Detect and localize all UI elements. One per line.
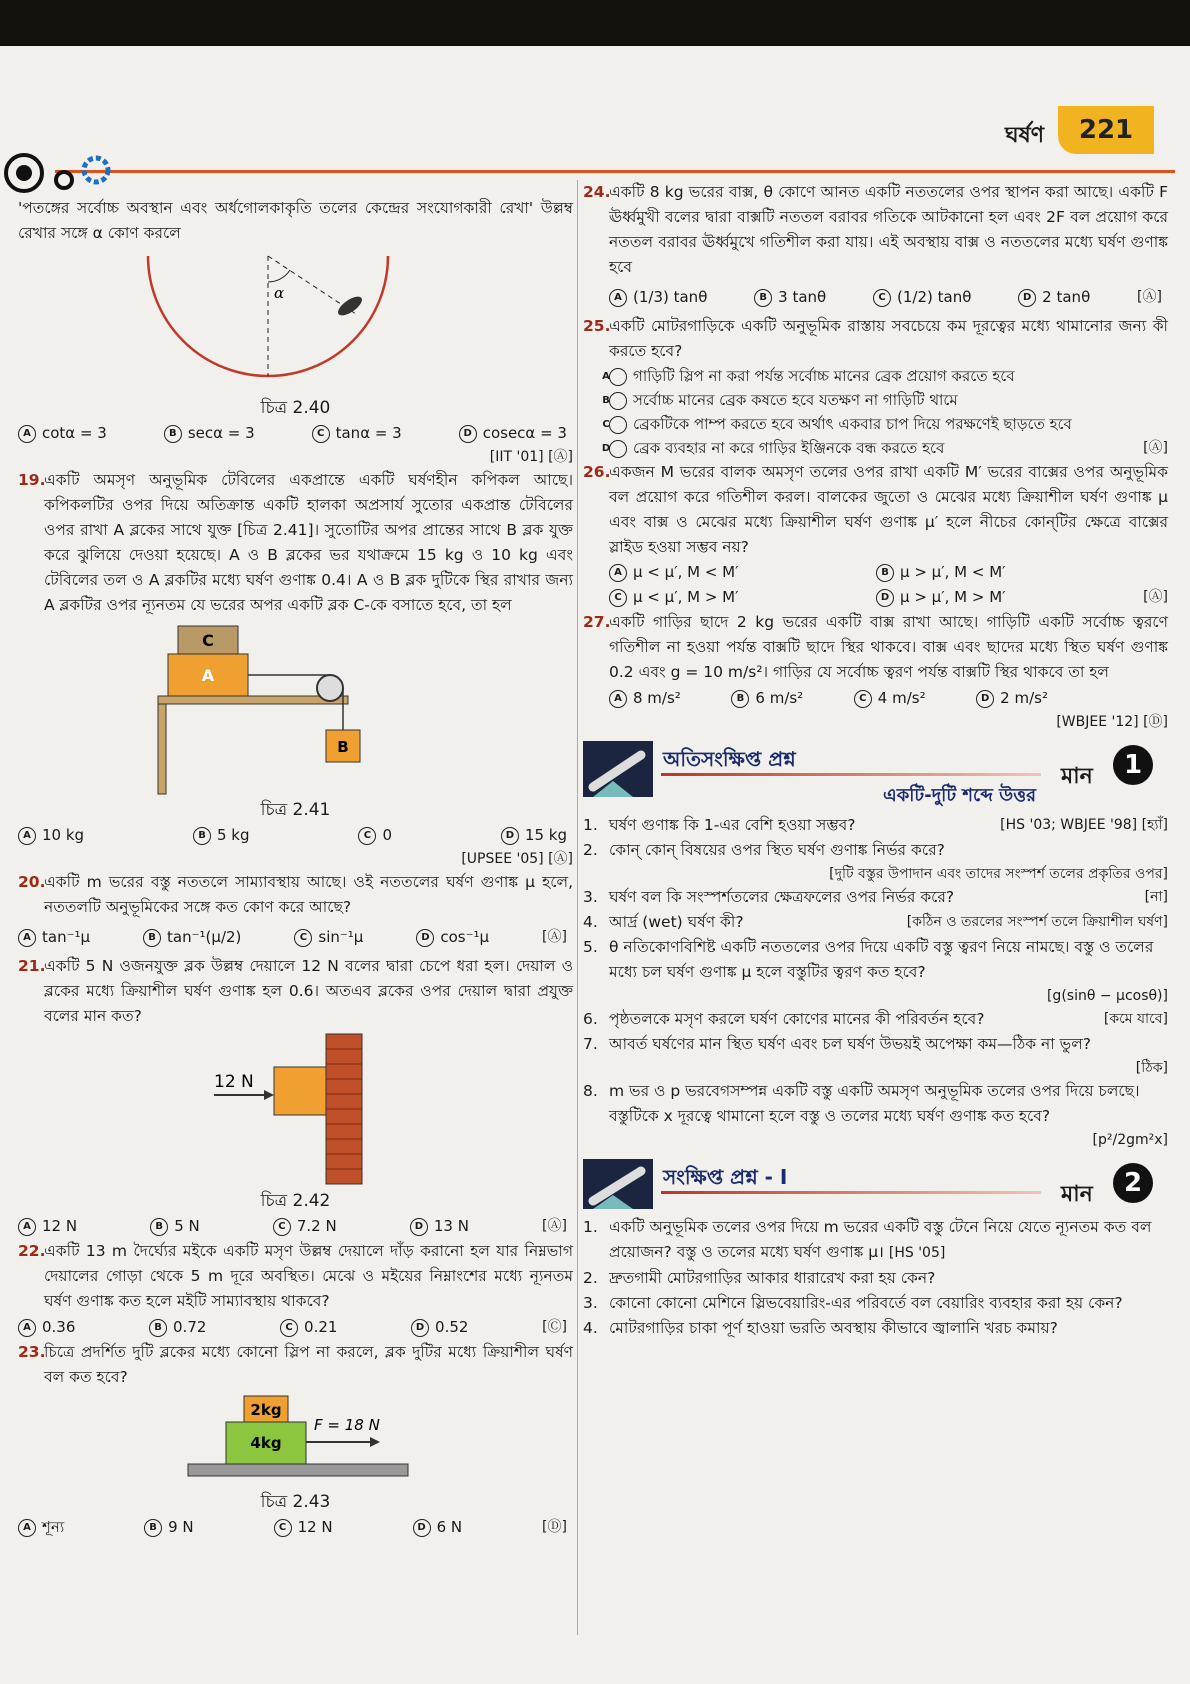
option-b: B μ > μ′, M < M′: [876, 560, 1143, 585]
q21-answer: [Ⓐ]: [542, 1218, 567, 1234]
question-20: 20. একটি m ভরের বস্তু নততলে সাম্যাবস্থায় আছে। ওই নততলের ঘর্ষণ গুণাঙ্ক μ হলে, নততলটি অনুভূমিকের সঙ্গে কত কোণ করে আছে?: [18, 873, 573, 916]
column-divider: [577, 180, 578, 1635]
section-1-mark: 1: [1113, 745, 1153, 785]
figure-2-41: [18, 618, 573, 798]
option-c: C 12 N: [274, 1514, 333, 1540]
option-a: A 8 m/s²: [609, 685, 681, 711]
option-d: D cos⁻¹μ: [416, 920, 489, 954]
q24-options: [583, 280, 1168, 314]
option-a: A μ < μ′, M < M′: [609, 560, 876, 585]
option-c: C ব্রেকটিকে পাম্প করতে হবে অর্থাৎ একবার চাপ দিয়ে পরক্ষণেই ছাড়তে হবে: [602, 415, 1072, 433]
chapter-title: ঘর্ষণ: [1005, 123, 1045, 148]
figure-2-42: [18, 1029, 573, 1189]
question-24: 24. একটি 8 kg ভরের বাক্স, θ কোণে আনত একটি নততলের ওপর স্থাপন করা আছে। একটি F ঊর্ধ্বমুখী বলের দ্বারা বাক্সটি নততল বরাবর গতিকে আটকানো হল এবং 2F বল প্রয়োগ করে নততল বরাবর ঊর্ধ্বমুখে গতিশীল করা যায়। এই অবস্থায় বাক্স ও নততলের মধ্যে ঘর্ষণ গুণাঙ্ক হবে: [583, 183, 1168, 276]
option-a: A cotα = 3: [18, 420, 107, 446]
q23-answer: [Ⓓ]: [542, 1519, 567, 1535]
option-d: D μ > μ′, M > M′: [876, 585, 1143, 610]
question-19: 19. একটি অমসৃণ অনুভূমিক টেবিলের একপ্রান্তে একটি ঘর্ষণহীন কপিকল আছে। কপিকলটির ওপর দিয়ে অতিক্রান্ত একটি হালকা অপ্রসার্য সুতোর একপ্রান্ত টেবিলের ওপর রাখা A ব্লকের সাথে যুক্ত [চিত্র 2.41]। সুতোটির অপর প্রান্তের সাথে B ব্লক যুক্ত করে ঝুলিয়ে দেওয়া হয়েছে। A ও B ব্লকের ভর যথাক্রমে 15 kg ও 10 kg এবং টেবিলের তল ও A ব্লকটির মধ্যে ঘর্ষণ গুণাঙ্ক 0.4। A ও B ব্লক দুটিকে স্থির রাখার জন্য A ব্লকটির ওপর ন্যূনতম যে ভরের অপর একটি ব্লক C-কে বসাতে হবে, তা হল: [18, 471, 573, 614]
option-b: B 3 tanθ: [754, 280, 826, 314]
option-d: D 6 N: [413, 1514, 463, 1540]
q21-options: [18, 1213, 573, 1239]
q23-options: [18, 1514, 573, 1540]
pulley-diagram: [18, 618, 573, 798]
left-column: [18, 196, 573, 1540]
question-26: 26. একজন M ভরের বালক অমসৃণ তলের ওপর রাখা একটি M′ ভরের বাক্সের ওপর অনুভূমিক বল প্রয়োগ করে গতিশীল করল। বালকের জুতো ও মেঝের মধ্যে ক্রিয়াশীল ঘর্ষণ গুণাঙ্ক μ এবং বাক্স ও মেঝের মধ্যে ক্রিয়াশীল ঘর্ষণ গুণাঙ্ক μ′ হলে নীচের কোন্‌টির ক্ষেত্রে বাক্সের স্লাইড হওয়া সম্ভব নয়?: [583, 463, 1168, 556]
block-a-label: A: [201, 666, 215, 685]
q18-options: [18, 420, 573, 446]
q22-answer: [Ⓒ]: [542, 1319, 567, 1335]
fig-2-40-caption: চিত্র 2.40: [260, 398, 331, 418]
list-item: 3. কোনো কোনো মেশিনে স্লিভবেয়ারিং-এর পরিবর্তে বল বেয়ারিং ব্যবহার করা হয় কেন?: [583, 1294, 1123, 1312]
block-2kg-label: 2kg: [250, 1401, 282, 1419]
q25-answer: [Ⓐ]: [1143, 440, 1168, 456]
short-questions: [583, 1215, 1168, 1341]
telescope-icon: [583, 741, 653, 797]
wall-block-diagram: [18, 1029, 573, 1189]
option-d: D 15 kg: [501, 822, 567, 848]
list-item: 4. মোটরগাড়ির চাকা পূর্ণ হাওয়া ভরতি অবস্থায় কীভাবে জ্বালানি খরচ কমায়?: [583, 1319, 1058, 1337]
q22-options: [18, 1314, 573, 1340]
section-2-title: সংক্ষিপ্ত প্রশ্ন - I: [663, 1165, 788, 1189]
section-1-subtitle: একটি-দুটি শব্দে উত্তর: [883, 785, 1036, 806]
q27-options: [583, 685, 1168, 711]
figure-2-43: [18, 1390, 573, 1490]
option-d: D 2 m/s²: [976, 685, 1048, 711]
q20-options: [18, 920, 573, 954]
q20-answer: [Ⓐ]: [542, 929, 567, 945]
header-rule: [55, 170, 1175, 173]
list-item: 1. একটি অনুভূমিক তলের ওপর দিয়ে m ভরের একটি বস্তু টেনে নিয়ে যেতে ন্যূনতম কত বল প্রয়োজন? বস্তু ও তলের মধ্যে ঘর্ষণ গুণাঙ্ক μ। [HS '05]: [583, 1218, 1152, 1261]
fig-2-41-caption: চিত্র 2.41: [260, 800, 331, 820]
section-1-title: অতিসংক্ষিপ্ত প্রশ্ন: [663, 747, 796, 771]
list-item: 8. m ভর ও p ভরবেগসম্পন্ন একটি বস্তু একটি অমসৃণ অনুভূমিক তলের ওপর দিয়ে চলছে। বস্তুটিকে x দূরত্বে থামানো হলে বস্তু ও তলের মধ্যে ঘর্ষণ গুণাঙ্ক কত হবে? [p²/2gm²x]: [583, 1082, 1168, 1148]
right-column: [583, 180, 1168, 1341]
hemisphere-diagram: [18, 246, 573, 396]
option-c: C 0: [358, 822, 392, 848]
block-c-label: C: [202, 631, 214, 650]
option-a: A tan⁻¹μ: [18, 920, 90, 954]
option-b: B 5 kg: [193, 822, 250, 848]
option-a: A 12 N: [18, 1213, 77, 1239]
top-dark-band: [0, 0, 1190, 46]
question-27: 27. একটি গাড়ির ছাদে 2 kg ভরের একটি বাক্স রাখা আছে। গাড়িটি একটি সর্বোচ্চ ত্বরণে গতিশীল না হওয়া পর্যন্ত বাক্সটি ছাদে স্থির থাকবে। বাক্স এবং ছাদের মধ্যে স্থিত ঘর্ষণ গুণাঙ্ক 0.2 এবং g = 10 m/s²। গাড়ির যে সর্বোচ্চ ত্বরণ পর্যন্ত বাক্সটি স্থির থাকবে তা হল: [583, 613, 1168, 681]
option-a: A গাড়িটি স্লিপ না করা পর্যন্ত সর্বোচ্চ মানের ব্রেক প্রয়োগ করতে হবে: [602, 367, 1015, 385]
q25-options: [583, 364, 1168, 460]
telescope-icon: [583, 1159, 653, 1209]
list-item: 3. ঘর্ষণ বল কি সংস্পর্শতলের ক্ষেত্রফলের ওপর নির্ভর করে? [না]: [583, 888, 1168, 906]
fig-2-43-caption: চিত্র 2.43: [260, 1492, 331, 1512]
question-22: 22. একটি 13 m দৈর্ঘ্যের মইকে একটি মসৃণ উল্লম্ব দেয়ালে দাঁড় করানো হল যার নিম্নভাগ দেয়ালের গোড়া থেকে 5 m দূরে অবস্থিত। মেঝে ও মইয়ের নিম্নাংশের মধ্যে ন্যূনতম ঘর্ষণ গুণাঙ্ক কত হলে মইটি সাম্যাবস্থায় থাকবে?: [18, 1242, 573, 1310]
option-c: C (1/2) tanθ: [873, 280, 971, 314]
section-2-rule: [661, 1191, 1041, 1194]
list-item: 2. দ্রুতগামী মোটরগাড়ির আকার ধারারেখ করা হয় কেন?: [583, 1269, 936, 1287]
list-item: 7. আবর্ত ঘর্ষণের মান স্থিত ঘর্ষণ এবং চল ঘর্ষণ উভয়ই অপেক্ষা কম—ঠিক না ভুল? [ঠিক]: [583, 1035, 1168, 1076]
question-25: 25. একটি মোটরগাড়িকে একটি অনুভূমিক রাস্তায় সবচেয়ে কম দূরত্বের মধ্যে থামানোর জন্য কী করতে হবে?: [583, 317, 1168, 360]
option-d: D 13 N: [410, 1213, 469, 1239]
option-b: B 5 N: [150, 1213, 200, 1239]
question-21: 21. একটি 5 N ওজনযুক্ত ব্লক উল্লম্ব দেয়ালে 12 N বলের দ্বারা চেপে ধরা হল। দেয়াল ও ব্লকের মধ্যে ক্রিয়াশীল ঘর্ষণ গুণাঙ্ক হল 0.6। অতএব ব্লকের ওপর দেয়াল দ্বারা প্রযুক্ত বলের মান কত?: [18, 957, 573, 1025]
figure-2-40: [18, 246, 573, 406]
section-2-mark-label: মান: [1061, 1182, 1093, 1207]
option-b: B 6 m/s²: [731, 685, 803, 711]
option-c: C 0.21: [280, 1314, 337, 1340]
option-d: D 0.52: [411, 1314, 468, 1340]
list-item: 2. কোন্ কোন্ বিষয়ের ওপর স্থিত ঘর্ষণ গুণাঙ্ক নির্ভর করে? [দুটি বস্তুর উপাদান এবং তাদের সংস্পর্শ তলের প্রকৃতির ওপর]: [583, 841, 1168, 882]
alpha-label: α: [274, 284, 285, 302]
section-very-short-header: [583, 741, 1168, 806]
q18-ref: [IIT '01] [Ⓐ]: [489, 449, 573, 465]
block-b-label: B: [337, 738, 349, 756]
option-d: D 2 tanθ: [1018, 280, 1090, 314]
option-c: C 4 m/s²: [854, 685, 926, 711]
option-b: B tan⁻¹(μ/2): [143, 920, 241, 954]
option-b: B 0.72: [149, 1314, 206, 1340]
q19-options: [18, 822, 573, 848]
list-item: 1. ঘর্ষণ গুণাঙ্ক কি 1-এর বেশি হওয়া সম্ভব? [HS '03; WBJEE '98] [হ্যাঁ]: [583, 816, 1168, 834]
option-c: C tanα = 3: [312, 420, 402, 446]
option-b: B 9 N: [144, 1514, 194, 1540]
option-d: D ব্রেক ব্যবহার না করে গাড়ির ইঞ্জিনকে বন্ধ করতে হবে [Ⓐ]: [601, 439, 1168, 457]
q18-intro: 'পতঙ্গের সর্বোচ্চ অবস্থান এবং অর্ধগোলকাকৃতি তলের কেন্দ্রের সংযোগকারী রেখা' উল্লম্ব রেখার সঙ্গে α কোণ করলে: [18, 199, 573, 242]
option-c: C sin⁻¹μ: [294, 920, 363, 954]
very-short-questions: [583, 813, 1168, 1151]
option-a: A শূন্য: [18, 1514, 64, 1540]
list-item: 5. θ নতিকোণবিশিষ্ট একটি নততলের ওপর দিয়ে একটি বস্তু ত্বরণ নিয়ে নামছে। বস্তু ও তলের মধ্যে চল ঘর্ষণ গুণাঙ্ক μ হলে বস্তুটির ত্বরণ কত হবে? [g(sinθ − μcosθ)]: [583, 938, 1168, 1004]
section-1-rule: [661, 773, 1041, 776]
q26-options: [583, 560, 1168, 610]
section-1-mark-label: মান: [1061, 764, 1093, 789]
option-d: D cosecα = 3: [459, 420, 567, 446]
stacked-blocks-diagram: [18, 1390, 573, 1490]
gear-logo-icon: [2, 148, 122, 198]
q24-answer: [Ⓐ]: [1137, 289, 1162, 305]
option-a: A 0.36: [18, 1314, 75, 1340]
force-12n-label: 12 N: [214, 1072, 254, 1092]
fig-2-42-caption: চিত্র 2.42: [260, 1191, 331, 1211]
list-item: 4. আর্দ্র (wet) ঘর্ষণ কী? [কঠিন ও তরলের সংস্পর্শ তলে ক্রিয়াশীল ঘর্ষণ]: [583, 913, 1168, 931]
section-short-header: [583, 1159, 1168, 1215]
q26-answer: [Ⓐ]: [1143, 589, 1168, 605]
option-a: A (1/3) tanθ: [609, 280, 707, 314]
option-c: C μ < μ′, M > M′: [609, 585, 876, 610]
option-b: B সর্বোচ্চ মানের ব্রেক কষতে হবে যতক্ষণ না গাড়িটি থামে: [602, 391, 958, 409]
force-18n-label: F = 18 N: [314, 1416, 380, 1434]
option-b: B secα = 3: [164, 420, 255, 446]
q19-ref: [UPSEE '05] [Ⓐ]: [461, 851, 573, 867]
list-item: 6. পৃষ্ঠতলকে মসৃণ করলে ঘর্ষণ কোণের মানের কী পরিবর্তন হবে? [কমে যাবে]: [583, 1010, 1168, 1028]
block-4kg-label: 4kg: [250, 1434, 282, 1452]
section-2-mark: 2: [1113, 1163, 1153, 1203]
option-a: A 10 kg: [18, 822, 84, 848]
page-number: 221: [1058, 106, 1154, 154]
option-c: C 7.2 N: [273, 1213, 337, 1239]
question-23: 23. চিত্রে প্রদর্শিত দুটি ব্লকের মধ্যে কোনো স্লিপ না করলে, ব্লক দুটির মধ্যে ক্রিয়াশীল ঘর্ষণ বল কত হবে?: [18, 1343, 573, 1386]
q27-ref: [WBJEE '12] [Ⓓ]: [1056, 714, 1168, 730]
